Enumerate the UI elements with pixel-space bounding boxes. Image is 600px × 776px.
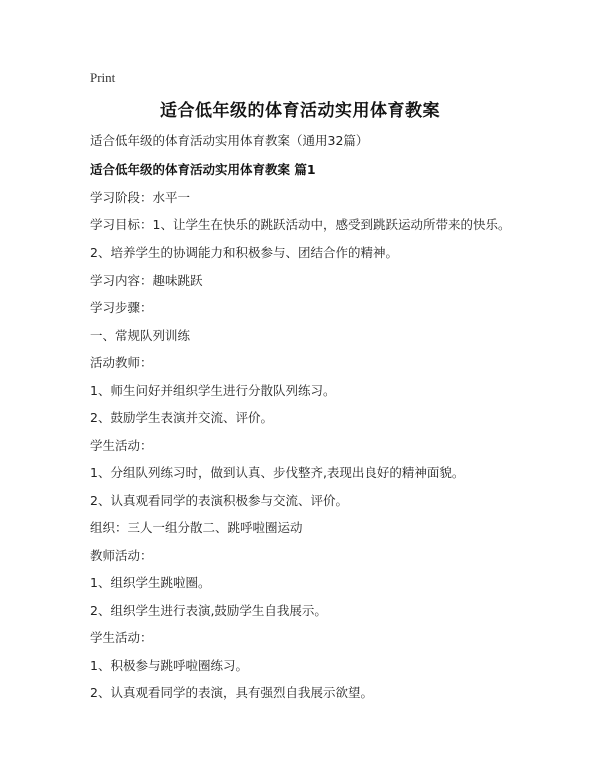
document-subtitle: 适合低年级的体育活动实用体育教案（通用32篇） bbox=[90, 133, 369, 148]
paragraph-line: 学习内容：趣味跳跃 bbox=[90, 273, 203, 288]
document-title: 适合低年级的体育活动实用体育教案 bbox=[160, 101, 440, 121]
paragraph-line: 学习阶段：水平一 bbox=[90, 190, 191, 205]
paragraph-line: 学习目标：1、让学生在快乐的跳跃活动中，感受到跳跃运动所带来的快乐。 bbox=[90, 217, 511, 232]
paragraph-line: 一、常规队列训练 bbox=[90, 328, 191, 343]
paragraph-line: 2、认真观看同学的表演积极参与交流、评价。 bbox=[90, 493, 348, 508]
paragraph-line: 2、组织学生进行表演,鼓励学生自我展示。 bbox=[90, 603, 327, 618]
paragraph-line: 2、培养学生的协调能力和积极参与、团结合作的精神。 bbox=[90, 245, 398, 260]
paragraph-line: 组织：三人一组分散二、跳呼啦圈运动 bbox=[90, 520, 303, 535]
paragraph-line: 学生活动： bbox=[90, 630, 153, 645]
paragraph-line: 2、认真观看同学的表演，具有强烈自我展示欲望。 bbox=[90, 685, 373, 700]
paragraph-line: 学生活动： bbox=[90, 438, 153, 453]
section-heading: 适合低年级的体育活动实用体育教案 篇1 bbox=[90, 162, 316, 177]
paragraph-line: 1、组织学生跳啦圈。 bbox=[90, 575, 211, 590]
paragraph-line: 1、分组队列练习时，做到认真、步伐整齐,表现出良好的精神面貌。 bbox=[90, 465, 465, 480]
print-label: Print bbox=[90, 70, 116, 85]
paragraph-line: 学习步骤： bbox=[90, 300, 153, 315]
paragraph-line: 2、鼓励学生表演并交流、评价。 bbox=[90, 410, 273, 425]
paragraph-line: 教师活动： bbox=[90, 548, 153, 563]
paragraph-line: 1、师生问好并组织学生进行分散队列练习。 bbox=[90, 383, 336, 398]
paragraph-line: 活动教师： bbox=[90, 355, 153, 370]
paragraph-line: 1、积极参与跳呼啦圈练习。 bbox=[90, 658, 248, 673]
